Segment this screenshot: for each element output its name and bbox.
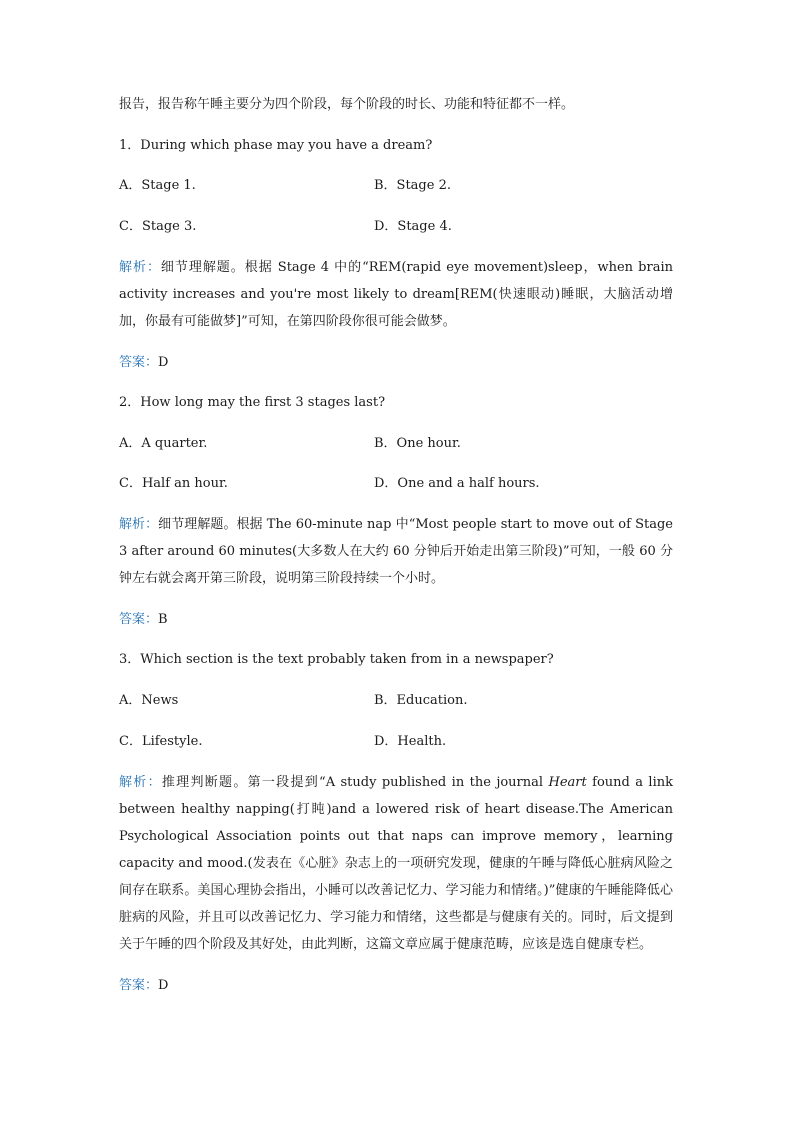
answer-label: 答案： bbox=[119, 355, 159, 370]
q3-option-a: A．News bbox=[119, 693, 179, 708]
q1-option-a: A．Stage 1. bbox=[119, 178, 196, 193]
q3-option-c: C．Lifestyle. bbox=[119, 734, 203, 749]
q3-analysis bbox=[119, 769, 673, 958]
question-1: 1．During which phase may you have a dream? bbox=[119, 138, 433, 153]
q1-option-d: D．Stage 4. bbox=[374, 219, 452, 234]
q3-option-b: B．Education. bbox=[374, 693, 468, 708]
q2-option-b: B．One hour. bbox=[374, 436, 461, 451]
analysis-label: 解析： bbox=[119, 260, 161, 275]
answer-label: 答案： bbox=[119, 978, 159, 993]
q3-answer bbox=[119, 977, 168, 995]
q2-option-d: D．One and a half hours. bbox=[374, 476, 540, 491]
q1-analysis bbox=[119, 254, 673, 335]
q1-analysis-text: 细节理解题。根据 Stage 4 中的“REM(rapid eye movement)sleep，when brain activity increases and you're most likely to dream[REM(快速眼动)睡眠，大脑活动增加，你最有可能做梦]”可知，在第四阶段你很可能会做梦。 bbox=[119, 260, 673, 329]
q2-analysis-text: 细节理解题。根据 The 60-minute nap 中“Most people start to move out of Stage 3 after around 60 minutes(大多数人在大约 60 分钟后开始走出第三阶段)”可知，一般 60 分钟左右就会离开第三阶段，说明第三阶段持续一个小时。 bbox=[119, 517, 673, 586]
journal-title: Heart bbox=[548, 775, 587, 790]
q2-option-c: C．Half an hour. bbox=[119, 476, 228, 491]
q3-analysis-post: found a link between healthy napping(打盹)and a lowered risk of heart disease.The American Psychological Association points out that naps can improve memory，learning capacity and mood.(发表在《心脏》杂志上的一项研究发现，健康的午睡与降低心脏病风险之间存在联系。美国心理协会指出，小睡可以改善记忆力、学习能力和情绪。)”健康的午睡能降低心脏病的风险，并且可以改善记忆力、学习能力和情绪，这些都是与健康有关的。同时，后文提到关于午睡的四个阶段及其好处，由此判断，这篇文章应属于健康范畴，应该是选自健康专栏。 bbox=[119, 775, 674, 952]
q2-analysis bbox=[119, 511, 673, 592]
q3-answer-value: D bbox=[158, 978, 169, 993]
analysis-label: 解析： bbox=[119, 775, 162, 790]
q1-answer bbox=[119, 354, 168, 372]
answer-label: 答案： bbox=[119, 612, 159, 627]
q3-option-d: D．Health. bbox=[374, 734, 447, 749]
analysis-label: 解析： bbox=[119, 517, 159, 532]
intro-text: 报告，报告称午睡主要分为四个阶段，每个阶段的时长、功能和特征都不一样。 bbox=[119, 97, 575, 112]
q3-analysis-pre: 推理判断题。第一段提到“A study published in the journal bbox=[161, 775, 549, 790]
q2-answer-value: B bbox=[158, 612, 168, 627]
q2-option-a: A．A quarter. bbox=[119, 436, 208, 451]
question-3: 3．Which section is the text probably taken from in a newspaper? bbox=[119, 652, 554, 667]
q1-answer-value: D bbox=[158, 355, 169, 370]
q2-answer bbox=[119, 611, 168, 629]
question-2: 2．How long may the first 3 stages last? bbox=[119, 395, 386, 410]
q1-option-c: C．Stage 3. bbox=[119, 219, 197, 234]
q1-option-b: B．Stage 2. bbox=[374, 178, 451, 193]
